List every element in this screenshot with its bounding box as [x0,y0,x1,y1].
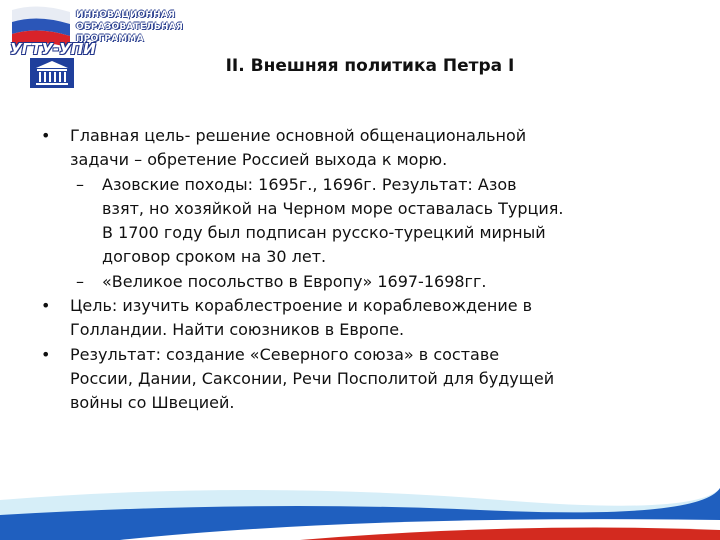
sub-bullet-text: взят, но хозяйкой на Черном море оставалась Турция. [102,198,564,218]
slide-title: II. Внешняя политика Петра I [225,56,515,76]
logo-text-line1: ИННОВАЦИОННАЯ [76,10,176,20]
sub-bullet-text: договор сроком на 30 лет. [102,247,327,267]
bullet-text: задачи – обретение Россией выхода к морю. [70,150,448,170]
sub-bullet-marker: – [76,174,84,194]
logo-text-line3: ПРОГРАММА [76,34,144,44]
bullet-text: войны со Швецией. [70,393,235,413]
sub-bullet-text: В 1700 году был подписан русско-турецкий мирный [102,223,546,243]
sub-bullet-text: Азовские походы: 1695г., 1696г. Результат: Азов [102,174,517,194]
bullet-text: Главная цель- решение основной общенациональной [70,126,527,145]
bullet-marker: • [41,126,51,145]
bullet-marker: • [41,344,51,364]
bullet-text: Результат: создание «Северного союза» в составе [70,344,500,364]
bullet-text: России, Дании, Саксонии, Речи Посполитой для будущей [70,368,555,388]
logo-text-line2: ОБРАЗОВАТЕЛЬНАЯ [76,22,183,32]
sub-bullet-marker: – [76,271,84,291]
bullet-text: Голландии. Найти союзников в Европе. [70,320,405,340]
sub-bullet-text: «Великое посольство в Европу» 1697-1698гг. [102,271,487,291]
bullet-marker: • [41,296,51,316]
bullet-text: Цель: изучить кораблестроение и кораблевождение в [70,296,533,316]
logo-university-name: УГТУ-УПИ [10,40,96,58]
